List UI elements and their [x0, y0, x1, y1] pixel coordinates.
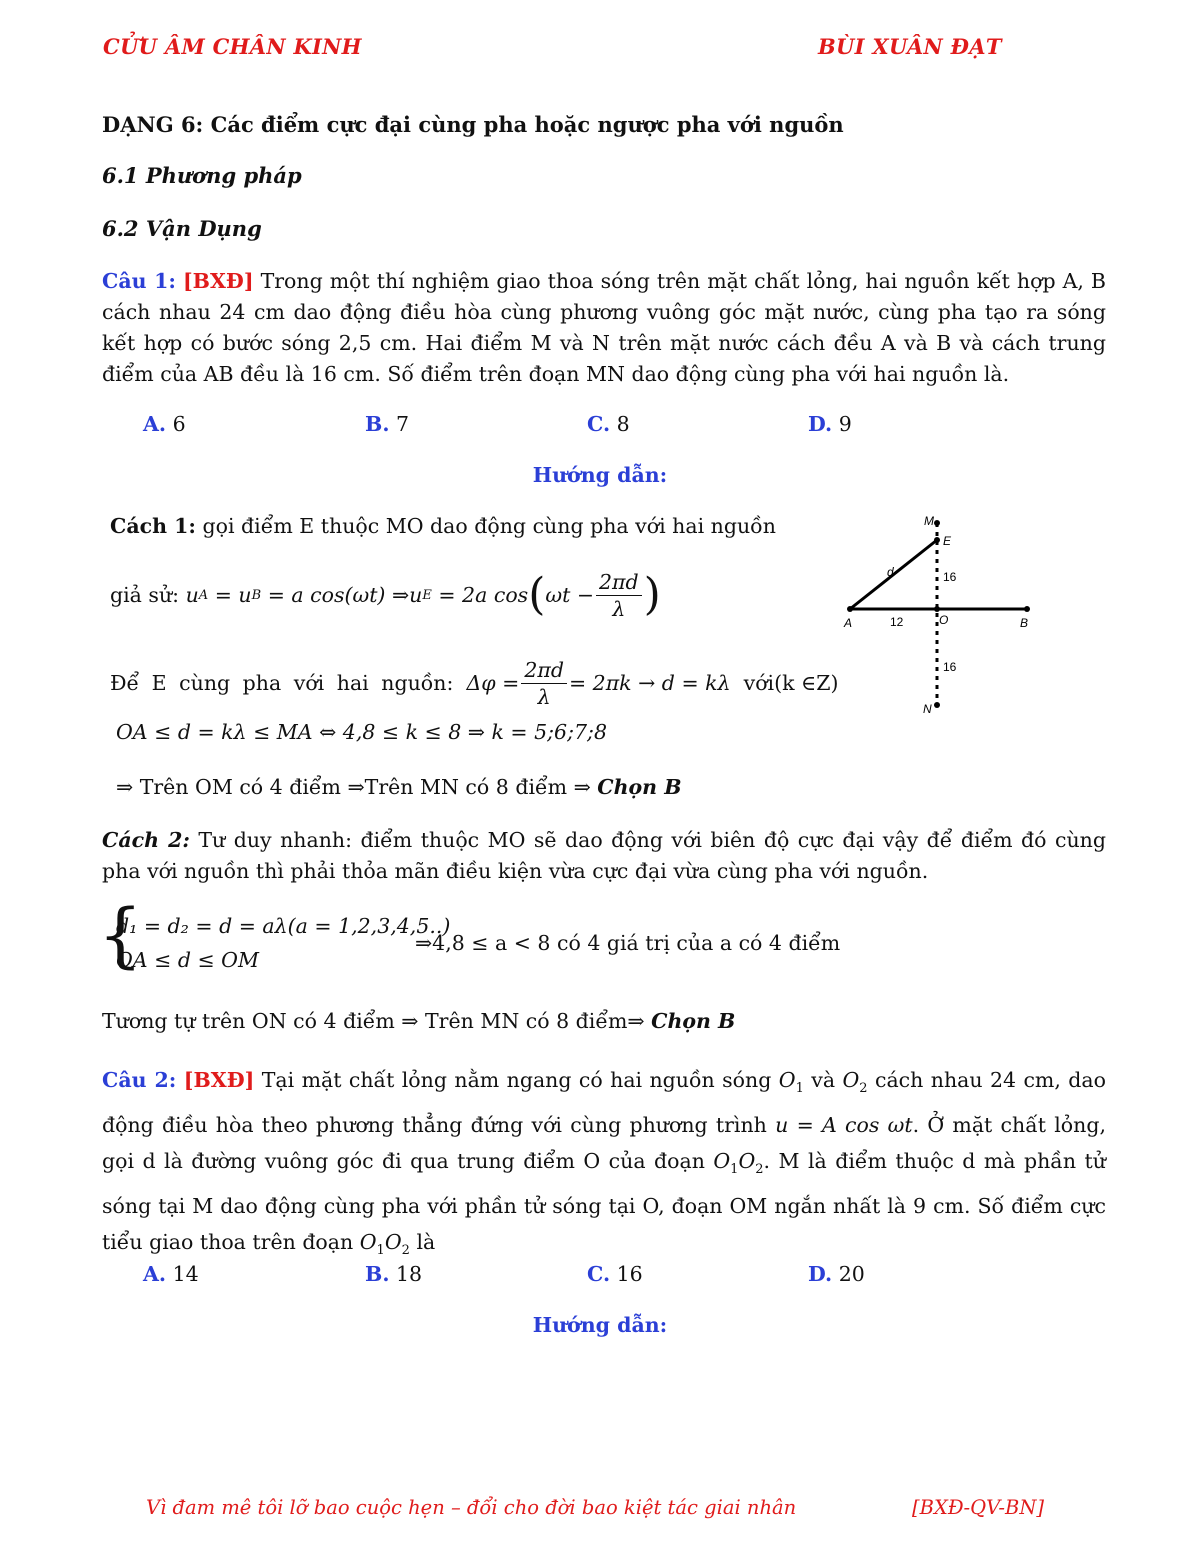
question-1 — [102, 266, 1106, 390]
question-1-text: Trong một thí nghiệm giao thoa sóng trên mặt chất lỏng, hai nguồn kết hợp A, B cách nhau 24 cm dao động điều hòa cùng phương vuông góc mặt nước, cùng pha tạo ra sóng kết hợp có bước sóng 2,5 cm. Hai điểm M và N trên mặt nước cách đều A và B và cách trung điểm của AB đều là 16 cm. Số điểm trên đoạn MN dao động cùng pha với hai nguồn là. — [102, 269, 1106, 386]
method-2-text: Tư duy nhanh: điểm thuộc MO sẽ dao động với biên độ cực đại vậy để điểm đó cùng pha với nguồn thì phải thỏa mãn điều kiện vừa cực đại vừa cùng pha với nguồn. — [102, 828, 1106, 883]
q1-option-c: C. 8 — [587, 412, 630, 436]
inequality: OA ≤ d = kλ ≤ MA ⇔ 4,8 ≤ k ≤ 8 ⇒ k = 5;6;7;8 — [116, 720, 607, 744]
footer-quote: Vì đam mê tôi lỡ bao cuộc hẹn – đổi cho đời bao kiệt tác giai nhân — [146, 1496, 797, 1519]
q1-option-d: D. 9 — [808, 412, 852, 436]
header-left: CỬU ÂM CHÂN KINH — [103, 34, 362, 59]
point-b — [1024, 606, 1030, 612]
method-2 — [102, 825, 1106, 887]
method-2-conclusion: Tương tự trên ON có 4 điểm ⇒ Trên MN có 8 điểm⇒ Chọn B — [102, 1009, 736, 1033]
point-m — [934, 520, 940, 526]
footer-code: [BXĐ-QV-BN] — [912, 1496, 1045, 1519]
label-d: d — [887, 565, 894, 579]
label-16-top: 16 — [943, 570, 957, 584]
point-a — [847, 606, 853, 612]
label-b: B — [1020, 616, 1029, 630]
method-1-line — [110, 514, 776, 538]
point-n — [934, 702, 940, 708]
label-m: M — [924, 514, 934, 528]
section-title: DẠNG 6: Các điểm cực đại cùng pha hoặc ngược pha với nguồn — [102, 112, 844, 137]
q2-option-b: B. 18 — [365, 1262, 423, 1286]
label-12: 12 — [890, 615, 904, 629]
subsection-method: 6.1 Phương pháp — [102, 163, 302, 188]
q2-guide-heading: Hướng dẫn: — [532, 1313, 668, 1337]
method-1-conclusion: ⇒ Trên OM có 4 điểm ⇒Trên MN có 8 điểm ⇒ Chọn B — [116, 775, 682, 799]
label-n: N — [923, 702, 932, 716]
q1-guide-heading: Hướng dẫn: — [532, 463, 668, 487]
method-1-label: Cách 1: — [110, 514, 196, 538]
label-e: E — [943, 534, 952, 548]
choose-b-2: Chọn B — [651, 1009, 736, 1033]
q1-option-a: A. 6 — [143, 412, 186, 436]
method-1-text: gọi điểm E thuộc MO dao động cùng pha với hai nguồn — [202, 514, 776, 538]
phase-condition: Để E cùng pha với hai nguồn: Δφ = $\frac{2\pi d}{\lambda}$ = 2πk → d = kλ với(k ∈Z) — [110, 657, 839, 709]
question-2-label: Câu 2: — [102, 1068, 177, 1092]
q2-option-d: D. 20 — [808, 1262, 865, 1286]
q2-option-c: C. 16 — [587, 1262, 643, 1286]
question-2-tag: [BXĐ] — [183, 1068, 255, 1092]
label-o: O — [939, 613, 949, 627]
label-a: A — [844, 616, 853, 630]
point-e — [934, 537, 940, 543]
question-1-label: Câu 1: — [102, 269, 176, 293]
point-o — [934, 606, 940, 612]
label-16-bottom: 16 — [943, 660, 957, 674]
q1-option-b: B. 7 — [365, 412, 410, 436]
q2-option-a: A. 14 — [143, 1262, 199, 1286]
method-2-label: Cách 2: — [102, 828, 190, 852]
assume-equation: giả sử: u A = u B = a cos(ωt) ⇒ u E = 2a cos ( ωt − $\frac{2\pi d}{\lambda}$ ) — [110, 569, 661, 621]
question-1-tag: [BXĐ] — [182, 269, 254, 293]
question-2: Câu 2: [BXĐ] Tại mặt chất lỏng nằm ngang có hai nguồn sóng $O_1$ và $O_2$ cách nhau 24 cm, dao động điều hòa theo phương thẳng đứng với cùng phương trình u = A cos ωt. Ở mặt chất lỏng, gọi d là đường vuông góc đi qua trung điểm O của đoạn $O_1O_2$. M là điểm thuộc d mà phần tử sóng tại M dao động cùng pha với phần tử sóng tại O, đoạn OM ngắn nhất là 9 cm. Số điểm cực tiểu giao thoa trên đoạn $O_1O_2$ là — [102, 1068, 1106, 1259]
header-right: BÙI XUÂN ĐẠT — [818, 34, 1002, 59]
geometry-figure — [830, 505, 1050, 725]
subsection-apply: 6.2 Vận Dụng — [102, 216, 262, 241]
choose-b-1: Chọn B — [597, 775, 682, 799]
